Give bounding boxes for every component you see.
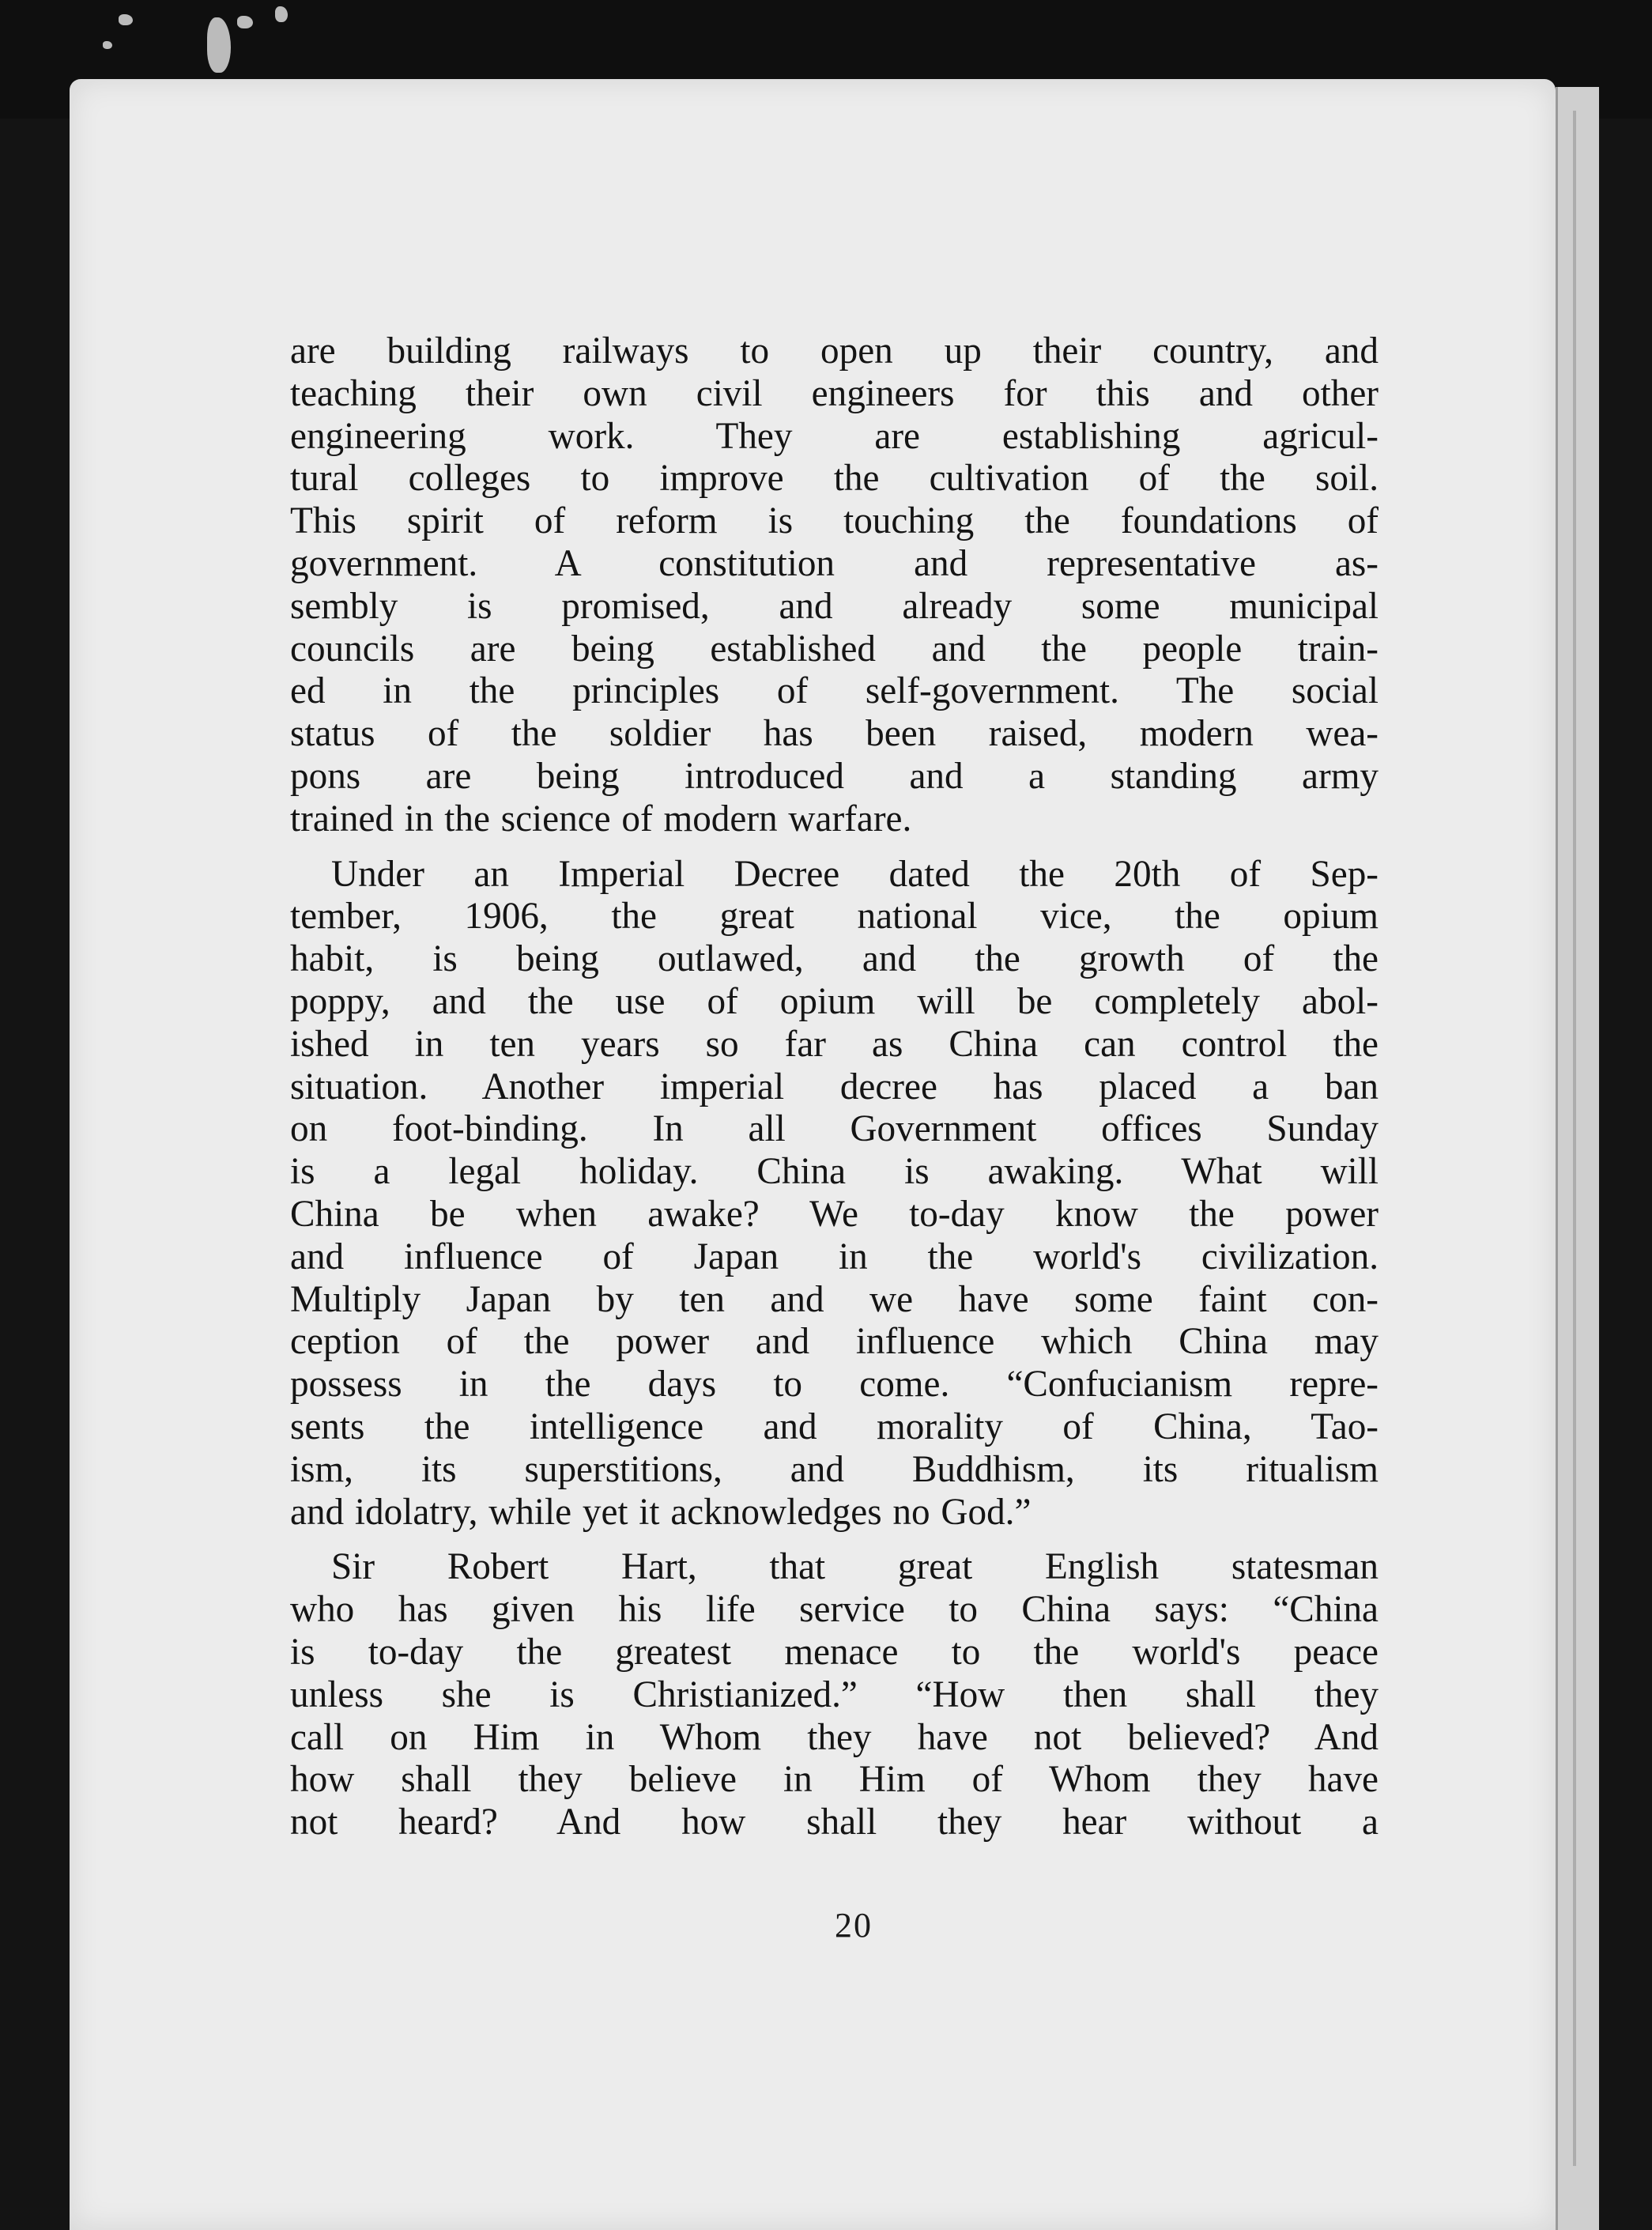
text-line: ed in the principles of self-government. The social (290, 670, 1379, 712)
text-line: and idolatry, while yet it acknowledges no God.” (290, 1491, 1032, 1533)
text-line: ished in ten years so far as China can control the (290, 1023, 1379, 1065)
text-line: call on Him in Whom they have not believed? And (290, 1716, 1379, 1758)
text-line: government. A constitution and representative as- (290, 542, 1379, 584)
scan-artifact (237, 16, 253, 28)
text-line: is a legal holiday. China is awaking. What will (290, 1151, 1379, 1193)
paragraph-gap (290, 841, 1379, 854)
paragraph-2 (290, 854, 1379, 1534)
scan-artifact (119, 14, 133, 25)
scan-artifact (275, 6, 288, 22)
text-line: situation. Another imperial decree has placed a ban (290, 1066, 1379, 1107)
text-line: unless she is Christianized.” “How then shall they (290, 1673, 1379, 1715)
text-line: habit, is being outlawed, and the growth of the (290, 938, 1379, 980)
text-line: and influence of Japan in the world's civilization. (290, 1236, 1379, 1277)
text-line: how shall they believe in Him of Whom they have (290, 1759, 1379, 1801)
text-line: on foot-binding. In all Government offices Sunday (290, 1108, 1379, 1150)
body-text (290, 330, 1379, 1844)
text-line: councils are being established and the people train- (290, 628, 1379, 670)
text-line: status of the soldier has been raised, modern wea- (290, 713, 1379, 755)
text-line: Under an Imperial Decree dated the 20th of Sep- (331, 853, 1379, 895)
page-edge (1556, 87, 1599, 2230)
text-line: who has given his life service to China says: “China (290, 1589, 1379, 1631)
text-line: pons are being introduced and a standing army (290, 755, 1379, 797)
text-line: not heard? And how shall they hear without a (290, 1802, 1379, 1843)
paragraph-gap (290, 1534, 1379, 1546)
text-line: engineering work. They are establishing agricul- (290, 415, 1379, 457)
page-edge-line (1573, 111, 1576, 2166)
text-line: This spirit of reform is touching the foundations of (290, 500, 1379, 542)
text-line: sembly is promised, and already some municipal (290, 585, 1379, 627)
text-line: is to-day the greatest menace to the world's peace (290, 1631, 1379, 1673)
text-line: sents the intelligence and morality of China, Tao- (290, 1406, 1379, 1447)
paragraph-1 (290, 330, 1379, 841)
paragraph-3 (290, 1546, 1379, 1844)
text-line: trained in the science of modern warfare. (290, 798, 912, 840)
page-number: 20 (835, 1906, 873, 1945)
scan-artifact (103, 41, 112, 49)
text-line: possess in the days to come. “Confucianism repre- (290, 1364, 1379, 1406)
text-line: Sir Robert Hart, that great English statesman (331, 1546, 1379, 1588)
text-line: are building railways to open up their country, and (290, 330, 1379, 372)
text-line: tural colleges to improve the cultivation of the soil. (290, 458, 1379, 500)
text-line: China be when awake? We to-day know the power (290, 1193, 1379, 1235)
text-line: ism, its superstitions, and Buddhism, its ritualism (290, 1448, 1379, 1490)
text-line: Multiply Japan by ten and we have some faint con- (290, 1278, 1379, 1320)
text-line: ception of the power and influence which China may (290, 1321, 1379, 1363)
text-line: poppy, and the use of opium will be completely abol- (290, 980, 1379, 1022)
text-line: teaching their own civil engineers for this and other (290, 372, 1379, 414)
text-line: tember, 1906, the great national vice, the opium (290, 896, 1379, 938)
